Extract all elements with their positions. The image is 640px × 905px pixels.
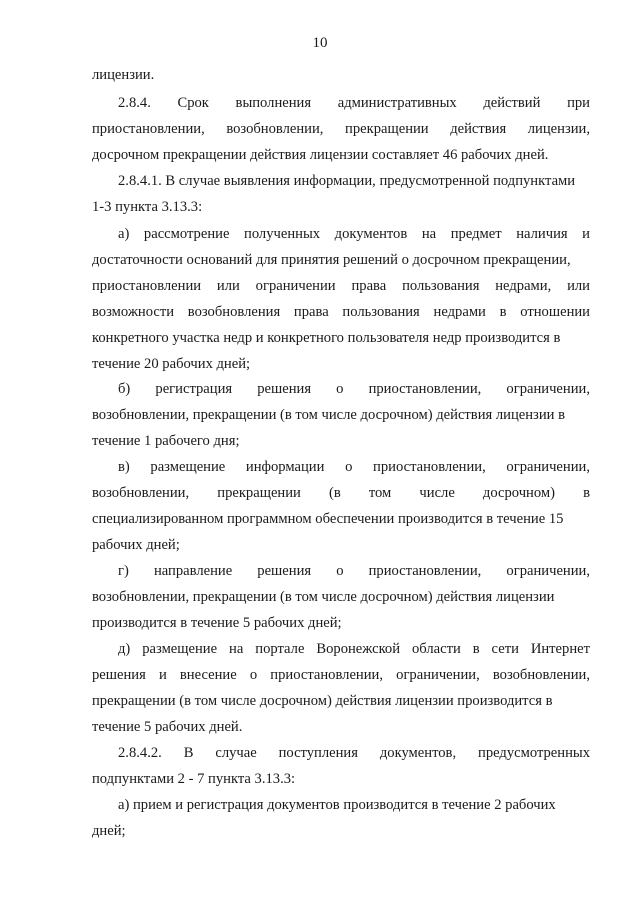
text-line: г) направление решения о приостановлении, ограничении, (118, 563, 590, 579)
text-line: прекращении (в том числе досрочном) действия лицензии производится в (92, 693, 553, 709)
text-line: течение 20 рабочих дней; (92, 356, 251, 372)
text-line: рабочих дней; (92, 537, 180, 553)
text-line: конкретного участка недр и конкретного пользователя недр производится в (92, 330, 561, 346)
text-line: досрочном прекращении действия лицензии составляет 46 рабочих дней. (92, 147, 549, 163)
text-line: приостановлении или ограничении права пользования недрами, или (92, 278, 590, 294)
text-line: возобновлении, прекращении (в том числе досрочном) действия лицензии (92, 589, 555, 605)
text-line: приостановлении, возобновлении, прекращении действия лицензии, (92, 121, 590, 137)
text-line: 2.8.4. Срок выполнения административных действий при (118, 95, 590, 111)
text-line: д) размещение на портале Воронежской области в сети Интернет (118, 641, 590, 657)
text-line: решения и внесение о приостановлении, ограничении, возобновлении, (92, 667, 590, 683)
page-number: 10 (312, 35, 328, 51)
text-line: достаточности оснований для принятия решений о досрочном прекращении, (92, 252, 571, 268)
text-line: производится в течение 5 рабочих дней; (92, 615, 342, 631)
text-line: 1-3 пункта 3.13.3: (92, 199, 203, 215)
text-line: течение 1 рабочего дня; (92, 433, 240, 449)
text-line: течение 5 рабочих дней. (92, 719, 243, 735)
text-line: возможности возобновления права пользования недрами в отношении (92, 304, 590, 320)
text-line: лицензии. (92, 67, 155, 83)
text-line: б) регистрация решения о приостановлении, ограничении, (118, 381, 590, 397)
text-line: дней; (92, 823, 126, 839)
text-line: 2.8.4.2. В случае поступления документов, предусмотренных (118, 745, 590, 761)
text-line: возобновлении, прекращении (в том числе досрочном) действия лицензии в (92, 407, 565, 423)
text-line: 2.8.4.1. В случае выявления информации, предусмотренной подпунктами (118, 173, 576, 189)
text-line: подпунктами 2 - 7 пункта 3.13.3: (92, 771, 296, 787)
text-line: специализированном программном обеспечении производится в течение 15 (92, 511, 564, 527)
text-line: возобновлении, прекращении (в том числе досрочном) в (92, 485, 590, 501)
text-line: а) рассмотрение полученных документов на предмет наличия и (118, 226, 590, 242)
text-line: в) размещение информации о приостановлении, ограничении, (118, 459, 590, 475)
text-line: а) прием и регистрация документов производится в течение 2 рабочих (118, 797, 556, 813)
